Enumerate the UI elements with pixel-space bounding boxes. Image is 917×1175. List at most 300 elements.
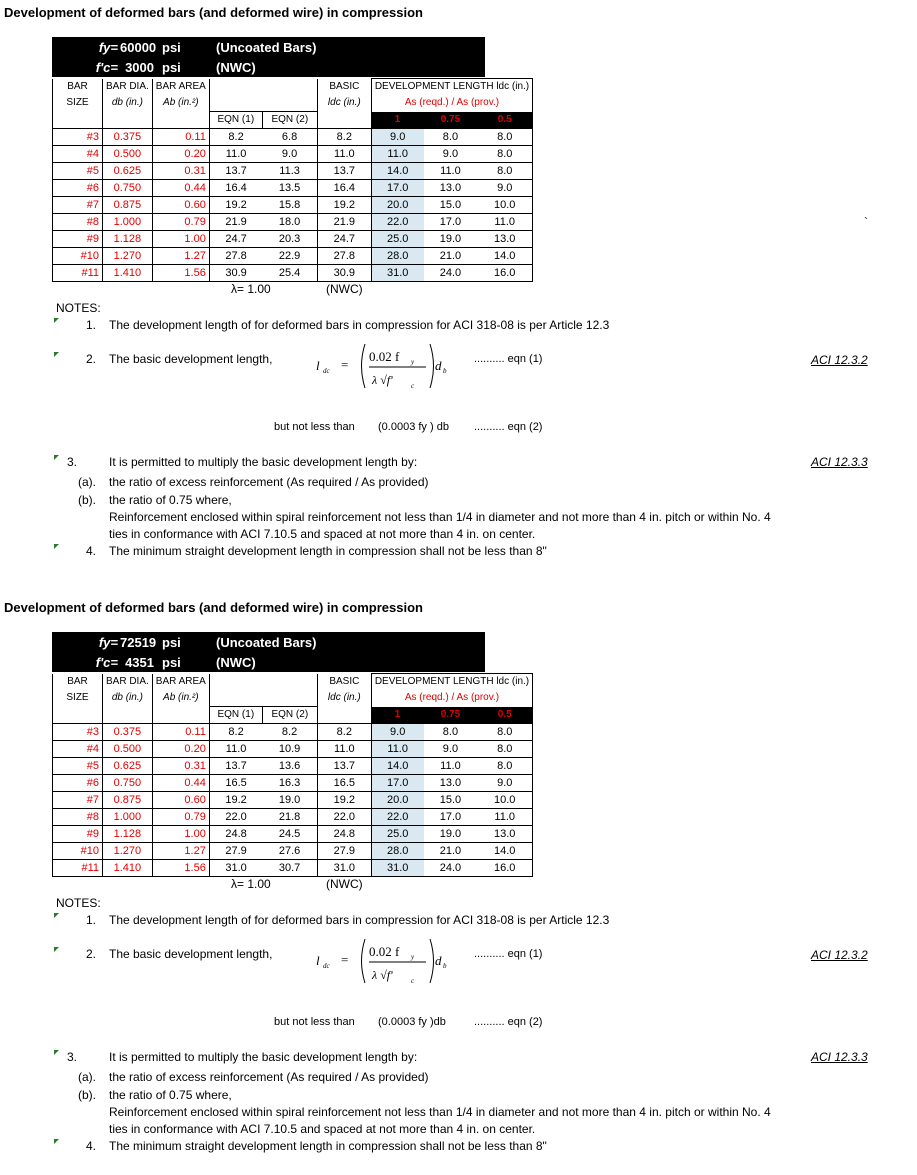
- bar-type: (Uncoated Bars): [216, 635, 317, 650]
- bar-size[interactable]: #9: [53, 826, 103, 843]
- eqn2-value[interactable]: 13.5: [262, 180, 317, 197]
- bar-diameter[interactable]: 0.750: [103, 180, 153, 197]
- development-length-table: [52, 673, 533, 877]
- fy-unit: psi: [162, 40, 181, 55]
- bar-size[interactable]: #5: [53, 758, 103, 775]
- eqn1-tag: .......... eqn (1): [474, 948, 543, 960]
- comment-flag-icon[interactable]: [54, 1050, 59, 1055]
- blank-cell: [209, 674, 262, 691]
- notes-heading: NOTES:: [56, 896, 101, 910]
- but-not-less-than: but not less than: [274, 1016, 355, 1028]
- fc-label: f'c=: [95, 655, 118, 670]
- formula-lhs: l: [316, 358, 320, 373]
- eqn1-value[interactable]: 19.2: [209, 792, 262, 809]
- input-header: [52, 632, 485, 672]
- lambda-note: (NWC): [326, 877, 363, 891]
- ldc-factor-1[interactable]: 28.0: [371, 248, 423, 265]
- col-bar-dia: BAR DIA.: [103, 79, 153, 96]
- note-3b-number: (b).: [78, 1088, 96, 1102]
- lambda-value: λ= 1.00: [231, 282, 271, 296]
- note-3b-line-2: ties in conformance with ACI 7.10.5 and spaced at not more than 4 in. on center.: [109, 527, 536, 541]
- eqn1-value[interactable]: 27.8: [209, 248, 262, 265]
- ldc-factor-1[interactable]: 14.0: [371, 163, 423, 180]
- bar-size[interactable]: #8: [53, 214, 103, 231]
- eqn2-value[interactable]: 25.4: [262, 265, 317, 282]
- fc-label: f'c=: [95, 60, 118, 75]
- eqn1-value[interactable]: 31.0: [209, 860, 262, 877]
- ldc-factor-075[interactable]: 24.0: [424, 265, 478, 282]
- blank-cell: [262, 690, 317, 707]
- bar-diameter[interactable]: 1.128: [103, 231, 153, 248]
- basic-ldc[interactable]: 16.5: [317, 775, 371, 792]
- eqn1-value[interactable]: 24.8: [209, 826, 262, 843]
- factor-075: 0.75: [424, 112, 478, 129]
- bar-area[interactable]: 0.31: [152, 758, 209, 775]
- bar-diameter[interactable]: 0.375: [103, 724, 153, 741]
- bar-size[interactable]: #7: [53, 197, 103, 214]
- notes-heading: NOTES:: [56, 301, 101, 315]
- bar-area[interactable]: 0.60: [152, 197, 209, 214]
- fy-value[interactable]: 72519: [120, 635, 157, 650]
- blank-cell: [209, 690, 262, 707]
- table-row: [53, 860, 533, 877]
- note-3b-line-1: Reinforcement enclosed within spiral reinforcement not less than 1/4 in diameter and not more than 4 in. pitch or within No. 4: [109, 510, 771, 524]
- bar-diameter[interactable]: 0.875: [103, 197, 153, 214]
- ldc-factor-05[interactable]: 16.0: [477, 265, 532, 282]
- table-row: [53, 724, 533, 741]
- ldc-factor-05[interactable]: 8.0: [477, 163, 532, 180]
- comment-flag-icon[interactable]: [54, 544, 59, 549]
- ldc-factor-05[interactable]: 8.0: [477, 129, 532, 146]
- bar-size[interactable]: #9: [53, 231, 103, 248]
- bar-area[interactable]: 0.31: [152, 163, 209, 180]
- ldc-factor-1[interactable]: 17.0: [371, 180, 423, 197]
- note-3b-text: the ratio of 0.75 where,: [109, 1088, 232, 1102]
- note-4-text: The minimum straight development length in compression shall not be less than 8": [109, 544, 547, 558]
- formula-numerator: 0.02 f: [369, 944, 400, 959]
- eqn1-value[interactable]: 8.2: [209, 724, 262, 741]
- bar-diameter[interactable]: 0.625: [103, 163, 153, 180]
- ldc-factor-075[interactable]: 24.0: [424, 860, 478, 877]
- basic-ldc[interactable]: 11.0: [317, 146, 371, 163]
- eqn1-value[interactable]: 22.0: [209, 809, 262, 826]
- eqn2-value[interactable]: 18.0: [262, 214, 317, 231]
- bar-area[interactable]: 1.27: [152, 248, 209, 265]
- bar-size[interactable]: #7: [53, 792, 103, 809]
- basic-ldc[interactable]: 8.2: [317, 129, 371, 146]
- blank-cell: [53, 112, 103, 129]
- table-row: [53, 758, 533, 775]
- formula-tail: d: [435, 358, 442, 373]
- fy-unit: psi: [162, 635, 181, 650]
- basic-ldc[interactable]: 16.4: [317, 180, 371, 197]
- col-eqn1: EQN (1): [209, 707, 262, 724]
- table-row: [53, 775, 533, 792]
- note-4-number: 4.: [86, 1139, 97, 1153]
- ldc-factor-075[interactable]: 15.0: [424, 792, 478, 809]
- bar-diameter[interactable]: 0.875: [103, 792, 153, 809]
- ldc-factor-075[interactable]: 8.0: [424, 724, 478, 741]
- concrete-type: (NWC): [216, 655, 256, 670]
- but-not-less-than: but not less than: [274, 421, 355, 433]
- note-2-number: 2.: [86, 947, 97, 961]
- note-3b-number: (b).: [78, 493, 96, 507]
- ldc-factor-05[interactable]: 16.0: [477, 860, 532, 877]
- table-row: [53, 843, 533, 860]
- bar-size[interactable]: #5: [53, 163, 103, 180]
- col-ab: Ab (in.²): [152, 95, 209, 112]
- bar-area[interactable]: 0.79: [152, 809, 209, 826]
- eqn2-value[interactable]: 30.7: [262, 860, 317, 877]
- ldc-factor-1[interactable]: 22.0: [371, 214, 423, 231]
- eqn1-value[interactable]: 11.0: [209, 146, 262, 163]
- blank-cell: [103, 707, 153, 724]
- development-length-section: [0, 0, 917, 580]
- eqn1-value[interactable]: 8.2: [209, 129, 262, 146]
- note-3b-line-2: ties in conformance with ACI 7.10.5 and spaced at not more than 4 in. on center.: [109, 1122, 536, 1136]
- fc-value[interactable]: 4351: [125, 655, 154, 670]
- bar-area[interactable]: 1.00: [152, 231, 209, 248]
- eqn2-value[interactable]: 10.9: [262, 741, 317, 758]
- eqn2-value[interactable]: 21.8: [262, 809, 317, 826]
- bar-area[interactable]: 1.00: [152, 826, 209, 843]
- bar-diameter[interactable]: 0.750: [103, 775, 153, 792]
- factor-1: 1: [371, 707, 423, 724]
- table-row: [53, 129, 533, 146]
- note-4-number: 4.: [86, 544, 97, 558]
- bar-size[interactable]: #10: [53, 843, 103, 860]
- eqn2-expression: (0.0003 fy ) db: [378, 421, 449, 433]
- col-bar: BAR: [53, 79, 103, 96]
- ldc-factor-1[interactable]: 31.0: [371, 860, 423, 877]
- ldc-factor-075[interactable]: 11.0: [424, 758, 478, 775]
- fc-unit: psi: [162, 60, 181, 75]
- input-header: [52, 37, 485, 77]
- ldc-factor-1[interactable]: 9.0: [371, 129, 423, 146]
- basic-ldc[interactable]: 27.9: [317, 843, 371, 860]
- note-1-number: 1.: [86, 913, 97, 927]
- ldc-factor-075[interactable]: 9.0: [424, 741, 478, 758]
- ldc-factor-05[interactable]: 14.0: [477, 248, 532, 265]
- table-row: [53, 146, 533, 163]
- bar-size[interactable]: #11: [53, 860, 103, 877]
- note-3-text: It is permitted to multiply the basic development length by:: [109, 455, 418, 469]
- ldc-factor-1[interactable]: 22.0: [371, 809, 423, 826]
- ldc-factor-1[interactable]: 20.0: [371, 197, 423, 214]
- eqn2-value[interactable]: 16.3: [262, 775, 317, 792]
- ldc-factor-075[interactable]: 17.0: [424, 809, 478, 826]
- note-2-number: 2.: [86, 352, 97, 366]
- ldc-factor-1[interactable]: 25.0: [371, 826, 423, 843]
- bar-area[interactable]: 0.60: [152, 792, 209, 809]
- basic-ldc[interactable]: 27.8: [317, 248, 371, 265]
- basic-development-length-formula: [314, 340, 454, 396]
- ldc-factor-1[interactable]: 28.0: [371, 843, 423, 860]
- ldc-factor-075[interactable]: 9.0: [424, 146, 478, 163]
- col-size: SIZE: [53, 690, 103, 707]
- basic-development-length-formula: [314, 935, 454, 991]
- ref-aci-12-3-3[interactable]: ACI 12.3.3: [811, 1050, 868, 1064]
- blank-cell: [209, 95, 262, 112]
- ldc-factor-05[interactable]: 8.0: [477, 758, 532, 775]
- ldc-factor-05[interactable]: 9.0: [477, 775, 532, 792]
- table-row: [53, 248, 533, 265]
- ref-aci-12-3-2[interactable]: ACI 12.3.2: [811, 353, 868, 367]
- bar-area[interactable]: 0.20: [152, 146, 209, 163]
- table-row: [53, 792, 533, 809]
- eqn2-value[interactable]: 19.0: [262, 792, 317, 809]
- ldc-factor-1[interactable]: 11.0: [371, 741, 423, 758]
- eqn2-value[interactable]: 9.0: [262, 146, 317, 163]
- bar-diameter[interactable]: 1.410: [103, 265, 153, 282]
- comment-flag-icon[interactable]: [54, 455, 59, 460]
- fy-label: fy=: [98, 40, 118, 55]
- note-3-number: 3.: [67, 1050, 78, 1064]
- formula-numerator: 0.02 f: [369, 349, 400, 364]
- eqn1-value[interactable]: 13.7: [209, 758, 262, 775]
- basic-ldc[interactable]: 22.0: [317, 809, 371, 826]
- comment-flag-icon[interactable]: [54, 947, 59, 952]
- formula-denominator: λ √f': [372, 968, 393, 982]
- col-eqn2: EQN (2): [262, 112, 317, 129]
- comment-flag-icon[interactable]: [54, 913, 59, 918]
- bar-diameter[interactable]: 0.500: [103, 741, 153, 758]
- col-basic: BASIC: [317, 79, 371, 96]
- basic-ldc[interactable]: 19.2: [317, 197, 371, 214]
- bar-area[interactable]: 0.44: [152, 180, 209, 197]
- bar-area[interactable]: 0.11: [152, 724, 209, 741]
- col-db: db (in.): [103, 95, 153, 112]
- col-bar-area: BAR AREA: [152, 674, 209, 691]
- col-size: SIZE: [53, 95, 103, 112]
- col-eqn1: EQN (1): [209, 112, 262, 129]
- col-eqn2: EQN (2): [262, 707, 317, 724]
- basic-ldc[interactable]: 31.0: [317, 860, 371, 877]
- table-row: [53, 826, 533, 843]
- eqn2-expression: (0.0003 fy )db: [378, 1016, 446, 1028]
- bar-size[interactable]: #6: [53, 180, 103, 197]
- blank-cell: [209, 79, 262, 96]
- eqn1-value[interactable]: 27.9: [209, 843, 262, 860]
- note-2-text: The basic development length,: [109, 947, 273, 961]
- eqn1-value[interactable]: 19.2: [209, 197, 262, 214]
- bar-diameter[interactable]: 0.375: [103, 129, 153, 146]
- eqn2-value[interactable]: 13.6: [262, 758, 317, 775]
- bar-diameter[interactable]: 1.410: [103, 860, 153, 877]
- ldc-factor-075[interactable]: 21.0: [424, 248, 478, 265]
- bar-diameter[interactable]: 0.625: [103, 758, 153, 775]
- formula-tail: d: [435, 953, 442, 968]
- ldc-factor-1[interactable]: 17.0: [371, 775, 423, 792]
- ldc-factor-05[interactable]: 9.0: [477, 180, 532, 197]
- ldc-factor-1[interactable]: 20.0: [371, 792, 423, 809]
- bar-size[interactable]: #3: [53, 724, 103, 741]
- ldc-factor-05[interactable]: 8.0: [477, 741, 532, 758]
- table-row: [53, 197, 533, 214]
- basic-ldc[interactable]: 13.7: [317, 163, 371, 180]
- ldc-factor-05[interactable]: 11.0: [477, 809, 532, 826]
- ldc-factor-05[interactable]: 10.0: [477, 792, 532, 809]
- fy-label: fy=: [98, 635, 118, 650]
- ldc-factor-05[interactable]: 14.0: [477, 843, 532, 860]
- bar-area[interactable]: 0.79: [152, 214, 209, 231]
- ldc-factor-075[interactable]: 17.0: [424, 214, 478, 231]
- bar-area[interactable]: 0.11: [152, 129, 209, 146]
- table-row: [53, 163, 533, 180]
- eqn1-value[interactable]: 11.0: [209, 741, 262, 758]
- ldc-factor-05[interactable]: 11.0: [477, 214, 532, 231]
- bar-diameter[interactable]: 1.270: [103, 843, 153, 860]
- col-basic: BASIC: [317, 674, 371, 691]
- blank-cell: [262, 79, 317, 96]
- formula-lhs-sub: dc: [323, 962, 330, 970]
- ref-aci-12-3-2[interactable]: ACI 12.3.2: [811, 948, 868, 962]
- note-3a-text: the ratio of excess reinforcement (As required / As provided): [109, 1070, 429, 1084]
- eqn1-value[interactable]: 21.9: [209, 214, 262, 231]
- table-row: [53, 809, 533, 826]
- development-length-section: [0, 595, 917, 1175]
- formula-denominator-sub: c: [411, 977, 415, 985]
- eqn2-value[interactable]: 22.9: [262, 248, 317, 265]
- formula-equals: =: [341, 357, 349, 372]
- basic-ldc[interactable]: 11.0: [317, 741, 371, 758]
- col-db: db (in.): [103, 690, 153, 707]
- eqn1-value[interactable]: 16.4: [209, 180, 262, 197]
- bar-size[interactable]: #6: [53, 775, 103, 792]
- blank-cell: [317, 112, 371, 129]
- bar-size[interactable]: #3: [53, 129, 103, 146]
- formula-denominator-sub: c: [411, 382, 415, 390]
- formula-numerator-sub: y: [411, 358, 415, 366]
- basic-ldc[interactable]: 30.9: [317, 265, 371, 282]
- comment-flag-icon[interactable]: [54, 318, 59, 323]
- concrete-type: (NWC): [216, 60, 256, 75]
- lambda-value: λ= 1.00: [231, 877, 271, 891]
- basic-ldc[interactable]: 24.7: [317, 231, 371, 248]
- blank-cell: [317, 707, 371, 724]
- col-dev-length: DEVELOPMENT LENGTH ldc (in.): [371, 674, 532, 691]
- basic-ldc[interactable]: 8.2: [317, 724, 371, 741]
- ldc-factor-05[interactable]: 8.0: [477, 146, 532, 163]
- note-1-number: 1.: [86, 318, 97, 332]
- col-ratio: As (reqd.) / As (prov.): [371, 690, 532, 707]
- ldc-factor-1[interactable]: 31.0: [371, 265, 423, 282]
- bar-type: (Uncoated Bars): [216, 40, 317, 55]
- ldc-factor-075[interactable]: 21.0: [424, 843, 478, 860]
- ldc-factor-075[interactable]: 11.0: [424, 163, 478, 180]
- eqn2-tag: .......... eqn (2): [474, 421, 543, 433]
- fc-unit: psi: [162, 655, 181, 670]
- basic-ldc[interactable]: 13.7: [317, 758, 371, 775]
- bar-diameter[interactable]: 0.500: [103, 146, 153, 163]
- note-3a-number: (a).: [78, 475, 96, 489]
- stray-mark: `: [864, 215, 868, 229]
- eqn2-value[interactable]: 27.6: [262, 843, 317, 860]
- eqn2-value[interactable]: 8.2: [262, 724, 317, 741]
- ref-aci-12-3-3[interactable]: ACI 12.3.3: [811, 455, 868, 469]
- note-3b-text: the ratio of 0.75 where,: [109, 493, 232, 507]
- ldc-factor-05[interactable]: 10.0: [477, 197, 532, 214]
- ldc-factor-075[interactable]: 13.0: [424, 180, 478, 197]
- bar-area[interactable]: 0.44: [152, 775, 209, 792]
- col-dev-length: DEVELOPMENT LENGTH ldc (in.): [371, 79, 532, 96]
- formula-equals: =: [341, 952, 349, 967]
- ldc-factor-1[interactable]: 14.0: [371, 758, 423, 775]
- bar-size[interactable]: #8: [53, 809, 103, 826]
- eqn2-value[interactable]: 6.8: [262, 129, 317, 146]
- blank-cell: [262, 674, 317, 691]
- ldc-factor-1[interactable]: 11.0: [371, 146, 423, 163]
- factor-05: 0.5: [477, 707, 532, 724]
- bar-size[interactable]: #11: [53, 265, 103, 282]
- ldc-factor-05[interactable]: 13.0: [477, 826, 532, 843]
- col-ldc: ldc (in.): [317, 690, 371, 707]
- eqn2-value[interactable]: 20.3: [262, 231, 317, 248]
- bar-area[interactable]: 1.56: [152, 265, 209, 282]
- fy-value[interactable]: 60000: [120, 40, 157, 55]
- comment-flag-icon[interactable]: [54, 1139, 59, 1144]
- col-ratio: As (reqd.) / As (prov.): [371, 95, 532, 112]
- ldc-factor-075[interactable]: 19.0: [424, 231, 478, 248]
- eqn1-value[interactable]: 13.7: [209, 163, 262, 180]
- ldc-factor-1[interactable]: 9.0: [371, 724, 423, 741]
- bar-diameter[interactable]: 1.000: [103, 214, 153, 231]
- ldc-factor-075[interactable]: 19.0: [424, 826, 478, 843]
- formula-lhs-sub: dc: [323, 367, 330, 375]
- note-2-text: The basic development length,: [109, 352, 273, 366]
- blank-cell: [103, 112, 153, 129]
- ldc-factor-05[interactable]: 8.0: [477, 724, 532, 741]
- bar-area[interactable]: 1.27: [152, 843, 209, 860]
- bar-diameter[interactable]: 1.270: [103, 248, 153, 265]
- col-bar-dia: BAR DIA.: [103, 674, 153, 691]
- ldc-factor-075[interactable]: 8.0: [424, 129, 478, 146]
- ldc-factor-05[interactable]: 13.0: [477, 231, 532, 248]
- col-bar-area: BAR AREA: [152, 79, 209, 96]
- bar-size[interactable]: #4: [53, 146, 103, 163]
- eqn1-value[interactable]: 30.9: [209, 265, 262, 282]
- basic-ldc[interactable]: 21.9: [317, 214, 371, 231]
- formula-numerator-sub: y: [411, 953, 415, 961]
- ldc-factor-075[interactable]: 13.0: [424, 775, 478, 792]
- formula-lhs: l: [316, 953, 320, 968]
- note-1-text: The development length of for deformed bars in compression for ACI 318-08 is per Article 12.3: [109, 913, 610, 927]
- ldc-factor-075[interactable]: 15.0: [424, 197, 478, 214]
- bar-area[interactable]: 0.20: [152, 741, 209, 758]
- note-3a-text: the ratio of excess reinforcement (As required / As provided): [109, 475, 429, 489]
- ldc-factor-1[interactable]: 25.0: [371, 231, 423, 248]
- formula-tail-sub: b: [443, 367, 447, 375]
- table-row: [53, 265, 533, 282]
- eqn2-value[interactable]: 11.3: [262, 163, 317, 180]
- basic-ldc[interactable]: 24.8: [317, 826, 371, 843]
- comment-flag-icon[interactable]: [54, 352, 59, 357]
- col-bar: BAR: [53, 674, 103, 691]
- eqn2-value[interactable]: 15.8: [262, 197, 317, 214]
- fc-value[interactable]: 3000: [125, 60, 154, 75]
- bar-size[interactable]: #4: [53, 741, 103, 758]
- table-row: [53, 741, 533, 758]
- bar-diameter[interactable]: 1.128: [103, 826, 153, 843]
- basic-ldc[interactable]: 19.2: [317, 792, 371, 809]
- bar-area[interactable]: 1.56: [152, 860, 209, 877]
- bar-diameter[interactable]: 1.000: [103, 809, 153, 826]
- lambda-note: (NWC): [326, 282, 363, 296]
- eqn2-value[interactable]: 24.5: [262, 826, 317, 843]
- eqn1-value[interactable]: 24.7: [209, 231, 262, 248]
- bar-size[interactable]: #10: [53, 248, 103, 265]
- eqn1-value[interactable]: 16.5: [209, 775, 262, 792]
